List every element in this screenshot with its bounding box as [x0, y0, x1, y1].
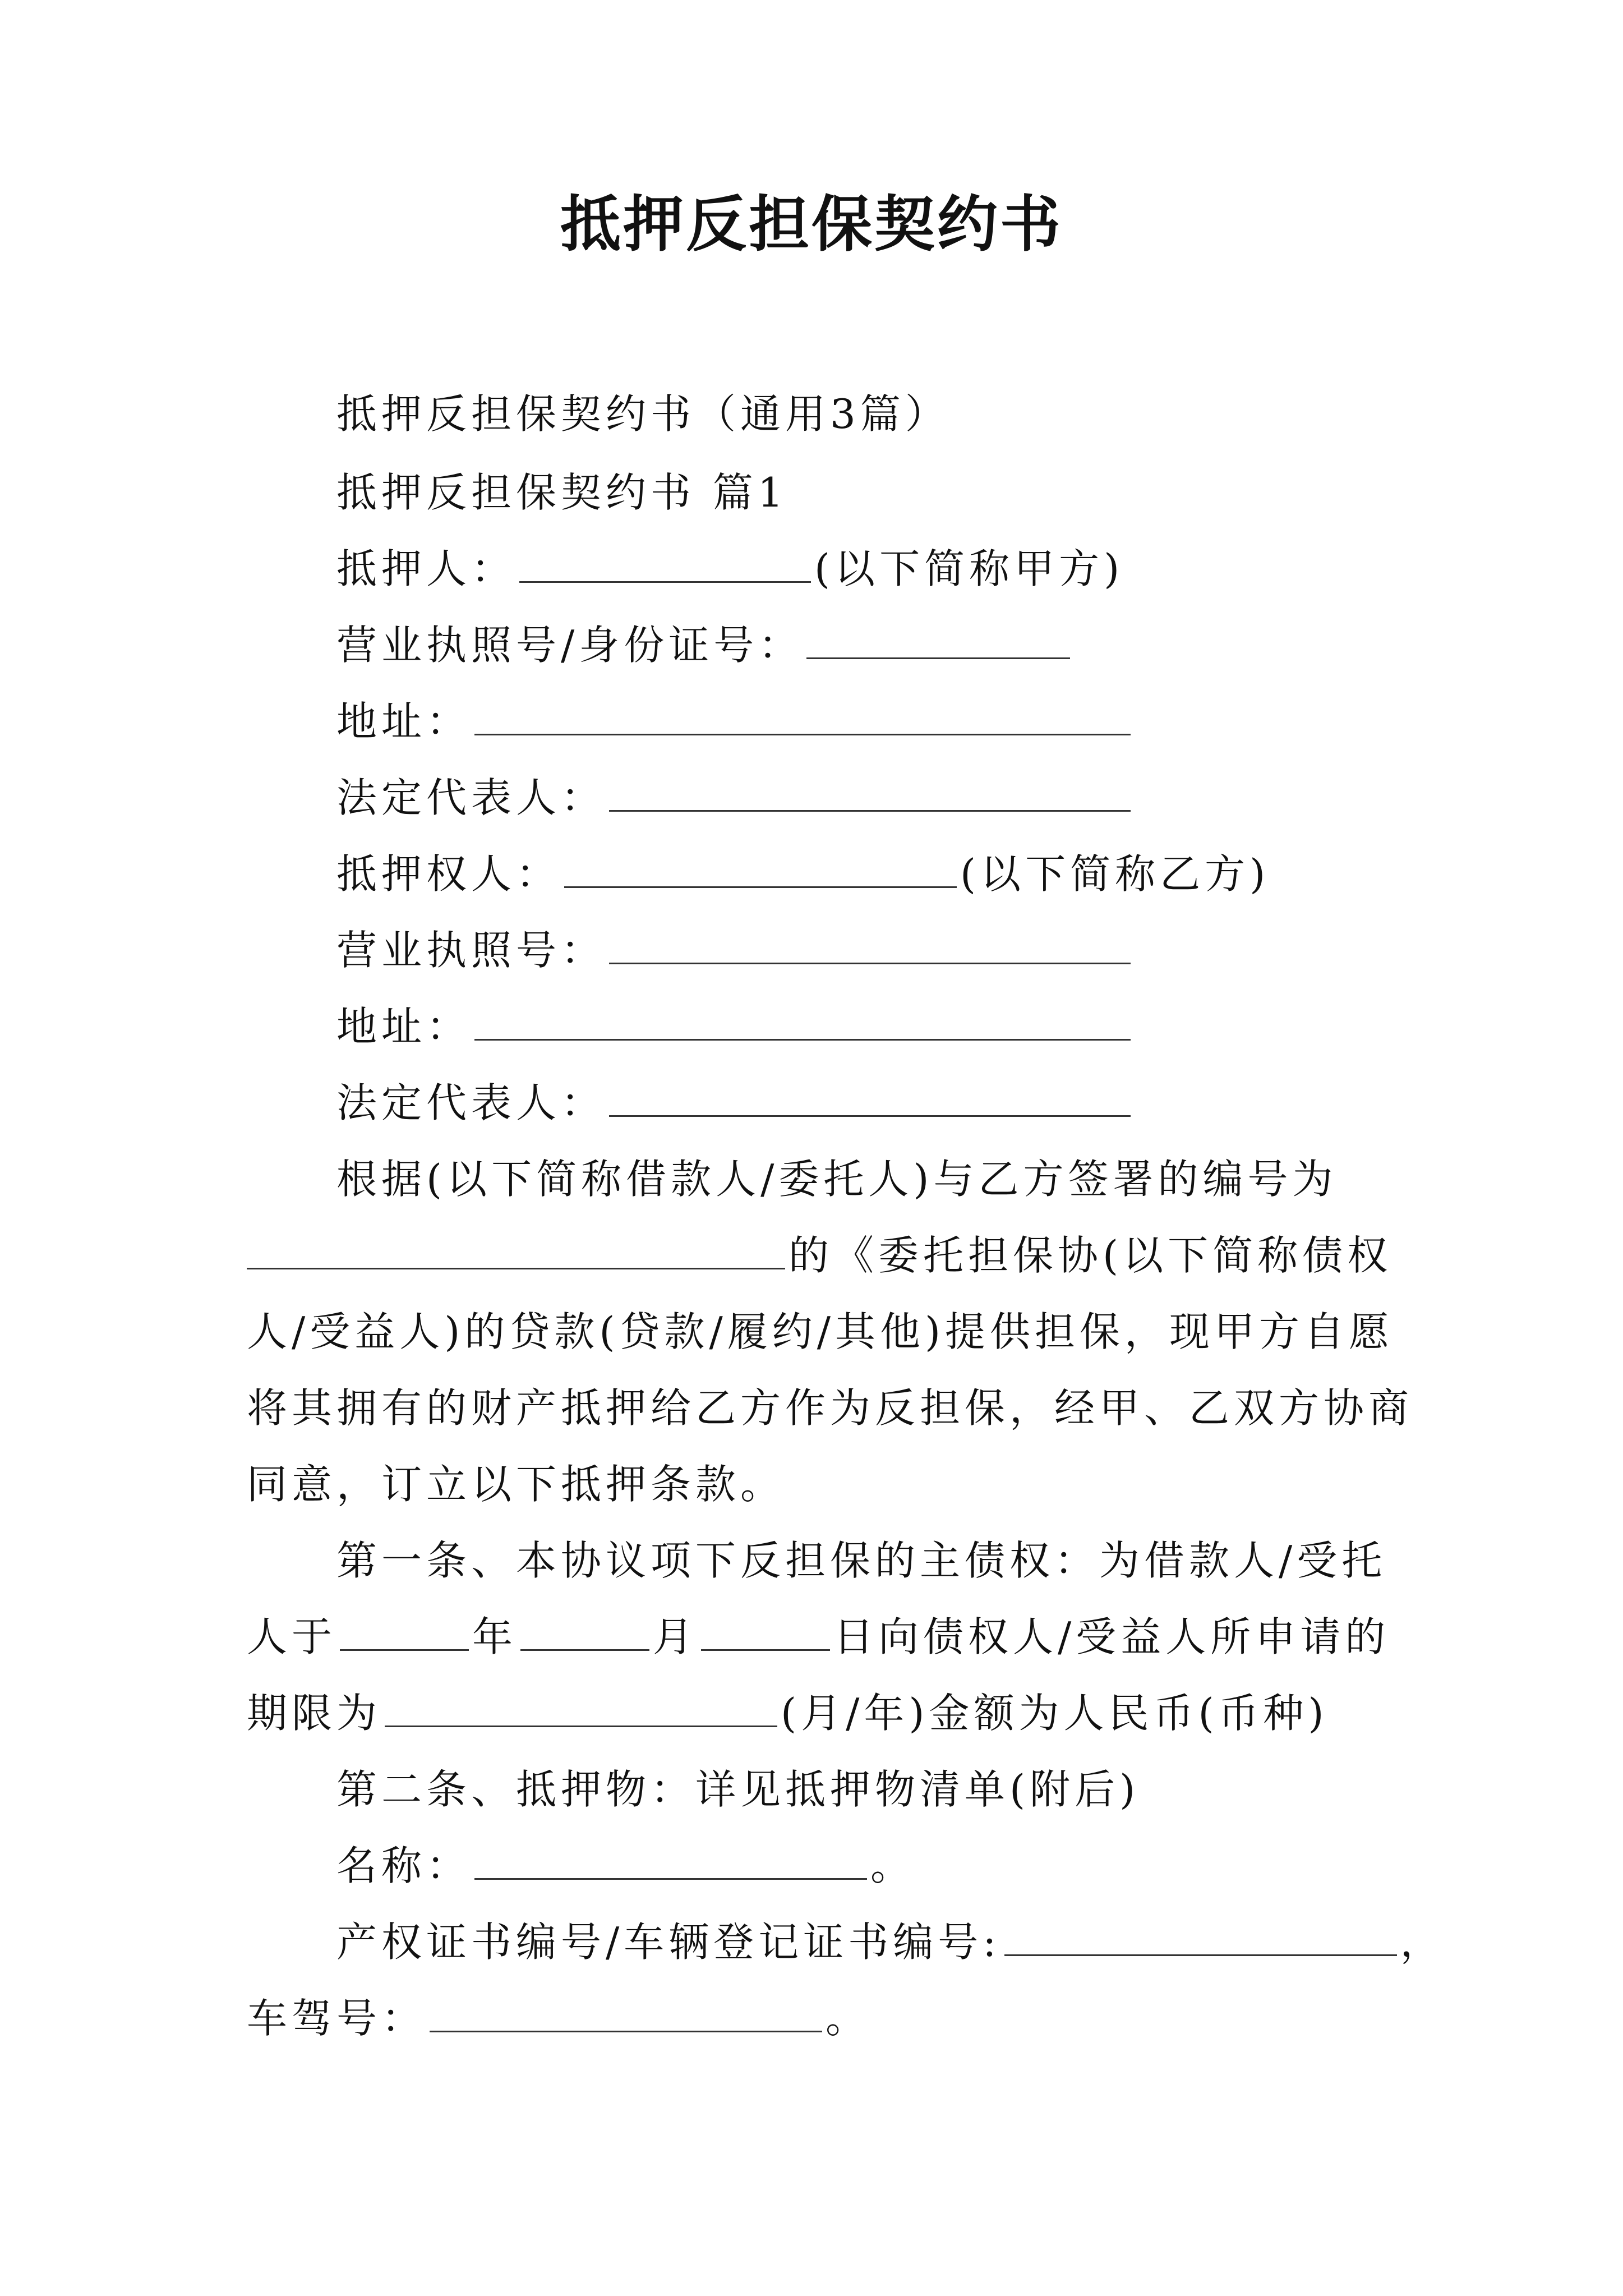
cert-label: 产权证书编号/车辆登记证书编号:	[336, 1918, 1001, 1966]
address2-label: 地址：	[336, 1003, 472, 1050]
mortgagor-suffix: (以下简称甲方)	[814, 545, 1124, 592]
article1-line2	[247, 1610, 1390, 1664]
cert-blank[interactable]	[1004, 1915, 1397, 1956]
subtitle: 抵押反担保契约书（通用3篇）	[336, 390, 950, 438]
license-id-line	[336, 618, 1073, 672]
address2-line	[336, 1000, 1134, 1053]
month-blank[interactable]	[520, 1610, 649, 1651]
license2-line	[336, 923, 1134, 977]
mortgagor-blank[interactable]	[519, 542, 811, 583]
name-line	[336, 1839, 915, 1893]
paragraph1-line2-suffix: 的《委托担保协(以下简称债权	[789, 1232, 1393, 1279]
legal-rep2-blank[interactable]	[609, 1076, 1131, 1117]
mortgagee-label: 抵押权人：	[336, 850, 561, 898]
contract-number-blank[interactable]	[247, 1228, 785, 1269]
mortgagee-line	[336, 847, 1270, 901]
article1-line3-b: (月/年)金额为人民币(币种)	[781, 1690, 1329, 1737]
year-label: 年	[472, 1613, 518, 1660]
license-id-blank[interactable]	[806, 618, 1070, 659]
document-title: 抵押反担保契约书	[560, 189, 1063, 260]
legal-rep1-line	[336, 771, 1134, 825]
cert-line	[336, 1915, 1445, 1969]
address2-blank[interactable]	[474, 1000, 1131, 1041]
legal-rep2-label: 法定代表人：	[336, 1079, 606, 1126]
address1-blank[interactable]	[474, 694, 1131, 735]
paragraph1-line2	[247, 1228, 1392, 1282]
day-blank[interactable]	[701, 1610, 830, 1651]
cert-end: ，	[1400, 1918, 1445, 1966]
paragraph1-line4: 将其拥有的财产抵押给乙方作为反担保，经甲、乙双方协商	[247, 1384, 1414, 1432]
vehicle-blank[interactable]	[430, 1991, 822, 2032]
article1-line2-d: 日向债权人/受益人所申请的	[833, 1613, 1390, 1660]
vehicle-end: 。	[826, 1995, 871, 2042]
mortgagee-blank[interactable]	[564, 847, 957, 888]
month-label: 月	[653, 1613, 698, 1660]
paragraph1-line1: 根据(以下简称借款人/委托人)与乙方签署的编号为	[336, 1156, 1338, 1203]
article2-line1: 第二条、抵押物：详见抵押物清单(附后)	[336, 1766, 1140, 1813]
license2-label: 营业执照号：	[336, 927, 606, 974]
legal-rep1-blank[interactable]	[609, 771, 1131, 812]
address1-label: 地址：	[336, 698, 472, 745]
mortgagee-suffix: (以下简称乙方)	[960, 850, 1270, 898]
mortgagor-line	[336, 542, 1124, 596]
vehicle-line	[247, 1991, 870, 2045]
legal-rep2-line	[336, 1076, 1134, 1130]
name-label: 名称：	[336, 1842, 472, 1889]
name-blank[interactable]	[474, 1839, 867, 1880]
license-id-label: 营业执照号/身份证号：	[336, 622, 804, 669]
article1-line2-a: 人于	[247, 1613, 337, 1660]
address1-line	[336, 694, 1134, 748]
article1-line3-a: 期限为	[247, 1690, 382, 1737]
article1-line1: 第一条、本协议项下反担保的主债权：为借款人/受托	[336, 1537, 1387, 1584]
term-blank[interactable]	[385, 1686, 777, 1727]
part-heading: 抵押反担保契约书 篇1	[336, 469, 788, 516]
article1-line3	[247, 1686, 1329, 1740]
name-end: 。	[870, 1842, 916, 1889]
paragraph1-line5: 同意，订立以下抵押条款。	[247, 1461, 786, 1508]
paragraph1-line3: 人/受益人)的贷款(贷款/履约/其他)提供担保，现甲方自愿	[247, 1308, 1394, 1355]
year-blank[interactable]	[340, 1610, 469, 1651]
legal-rep1-label: 法定代表人：	[336, 774, 606, 821]
vehicle-label: 车驾号：	[247, 1995, 427, 2042]
mortgagor-label: 抵押人：	[336, 545, 517, 592]
license2-blank[interactable]	[609, 923, 1131, 964]
